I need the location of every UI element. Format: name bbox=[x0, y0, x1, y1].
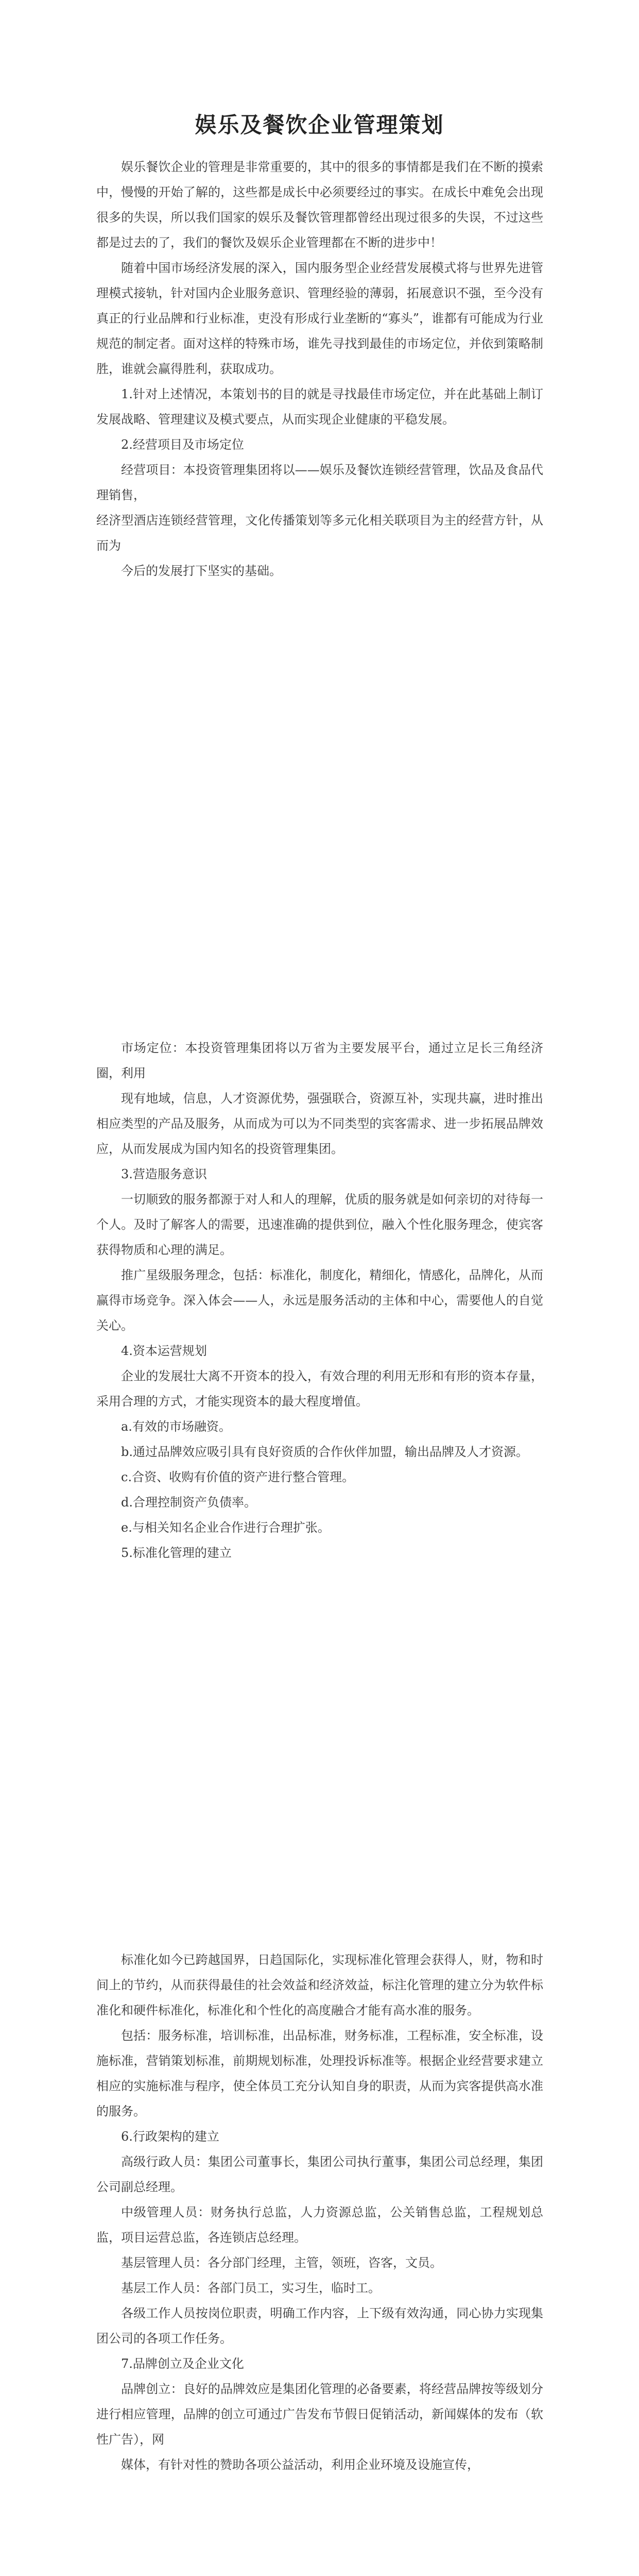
section-standards bbox=[96, 1947, 543, 2478]
heading-standardization: 5.标准化管理的建立 bbox=[121, 1546, 232, 1560]
paragraph: 经济型酒店连锁经营管理，文化传播策划等多元化相关联项目为主的经营方针，从而为 bbox=[96, 513, 543, 553]
heading-service-awareness: 3.营造服务意识 bbox=[121, 1167, 207, 1181]
heading-business-positioning: 2.经营项目及市场定位 bbox=[121, 437, 244, 452]
paragraph: 市场定位：本投资管理集团将以万省为主要发展平台，通过立足长三角经济圈，利用 bbox=[96, 1041, 543, 1080]
paragraph: 各级工作人员按岗位职责，明确工作内容，上下级有效沟通，同心协力实现集团公司的各项工作任务。 bbox=[96, 2306, 543, 2346]
heading-capital-planning: 4.资本运营规划 bbox=[121, 1344, 207, 1358]
paragraph: 现有地域，信息，人才资源优势，强强联合，资源互补，实现共赢，进时推出相应类型的产品及服务，从而成为可以为不同类型的宾客需求、进一步拓展品牌效应，从而发展成为国内知名的投资管理集团。 bbox=[96, 1091, 543, 1156]
paragraph: 经营项目：本投资管理集团将以——娱乐及餐饮连锁经营管理，饮品及食品代理销售， bbox=[96, 463, 543, 502]
paragraph: 高级行政人员：集团公司董事长，集团公司执行董事，集团公司总经理，集团公司副总经理。 bbox=[96, 2155, 543, 2194]
paragraph: 企业的发展壮大离不开资本的投入，有效合理的利用无形和有形的资本存量，采用合理的方式，才能实现资本的最大程度增值。 bbox=[96, 1369, 543, 1409]
paragraph: 媒体，有针对性的赞助各项公益活动，利用企业环境及设施宣传， bbox=[121, 2458, 479, 2472]
list-item: b.通过品牌效应吸引具有良好资质的合作伙伴加盟，输出品牌及人才资源。 bbox=[121, 1445, 528, 1459]
list-item: d.合理控制资产负债率。 bbox=[121, 1495, 256, 1510]
section-intro bbox=[96, 155, 543, 584]
list-item: e.与相关知名企业合作进行合理扩张。 bbox=[121, 1520, 330, 1535]
paragraph: 1.针对上述情况，本策划书的目的就是寻找最佳市场定位，并在此基础上制订发展战略、管理建议及模式要点，从而实现企业健康的平稳发展。 bbox=[96, 387, 543, 427]
paragraph: 基层工作人员：各部门员工，实习生，临时工。 bbox=[121, 2281, 381, 2295]
list-item: c.合资、收购有价值的资产进行整合管理。 bbox=[121, 1470, 355, 1484]
paragraph: 推广星级服务理念，包括：标准化，制度化，精细化，情感化，品牌化，从而赢得市场竞争。深入体会——人，永远是服务活动的主体和中心，需要他人的自觉关心。 bbox=[96, 1268, 543, 1333]
section-market bbox=[96, 1036, 543, 1566]
paragraph: 包括：服务标准，培训标准，出品标准，财务标准，工程标准，安全标准，设施标准，营销策划标准，前期规划标准，处理投诉标准等。根据企业经营要求建立相应的实施标准与程序，使全体员工充分认知自身的职责，从而为宾客提供高水准的服务。 bbox=[96, 2028, 543, 2119]
paragraph: 随着中国市场经济发展的深入，国内服务型企业经营发展模式将与世界先进管理模式接轨，针对国内企业服务意识、管理经验的薄弱，拓展意识不强，至今没有真正的行业品牌和行业标准，吏没有形成行业垄断的“寡头”，谁都有可能成为行业规范的制定者。面对这样的特殊市场，谁先寻找到最佳的市场定位，并依到策略制胜，谁就会赢得胜利，获取成功。 bbox=[96, 261, 543, 376]
paragraph: 一切顺致的服务都源于对人和人的理解，优质的服务就是如何亲切的对待每一个人。及时了解客人的需要，迅速准确的提供到位，融入个性化服务理念，使宾客获得物质和心理的满足。 bbox=[96, 1192, 543, 1257]
paragraph: 今后的发展打下坚实的基础。 bbox=[121, 564, 282, 578]
paragraph: 基层管理人员：各分部门经理，主管，领班，咨客，文员。 bbox=[121, 2256, 442, 2270]
paragraph: 品牌创立：良好的品牌效应是集团化管理的必备要素，将经营品牌按等级划分进行相应管理，品牌的创立可通过广告发布节假日促销活动，新闻媒体的发布（软性广告），网 bbox=[96, 2382, 543, 2447]
heading-brand-culture: 7.品牌创立及企业文化 bbox=[121, 2357, 244, 2371]
paragraph: 中级管理人员：财务执行总监，人力资源总监，公关销售总监，工程规划总监，项目运营总监，各连锁店总经理。 bbox=[96, 2205, 543, 2245]
document-title: 娱乐及餐饮企业管理策划 bbox=[195, 112, 444, 138]
paragraph: 娱乐餐饮企业的管理是非常重要的，其中的很多的事情都是我们在不断的摸索中，慢慢的开始了解的，这些都是成长中必须要经过的事实。在成长中难免会出现很多的失误，所以我们国家的娱乐及餐饮管理都曾经出现过很多的失误，不过这些都是过去的了，我们的餐饮及娱乐企业管理都在不断的进步中！ bbox=[96, 160, 543, 250]
paragraph: 标准化如今已跨越国界，日趋国际化，实现标准化管理会获得人，财，物和时间上的节约，从而获得最佳的社会效益和经济效益，标注化管理的建立分为软件标准化和硬件标准化，标准化和个性化的高度融合才能有高水准的服务。 bbox=[96, 1953, 543, 2018]
list-item: a.有效的市场融资。 bbox=[121, 1419, 231, 1434]
heading-admin-structure: 6.行政架构的建立 bbox=[121, 2129, 219, 2144]
